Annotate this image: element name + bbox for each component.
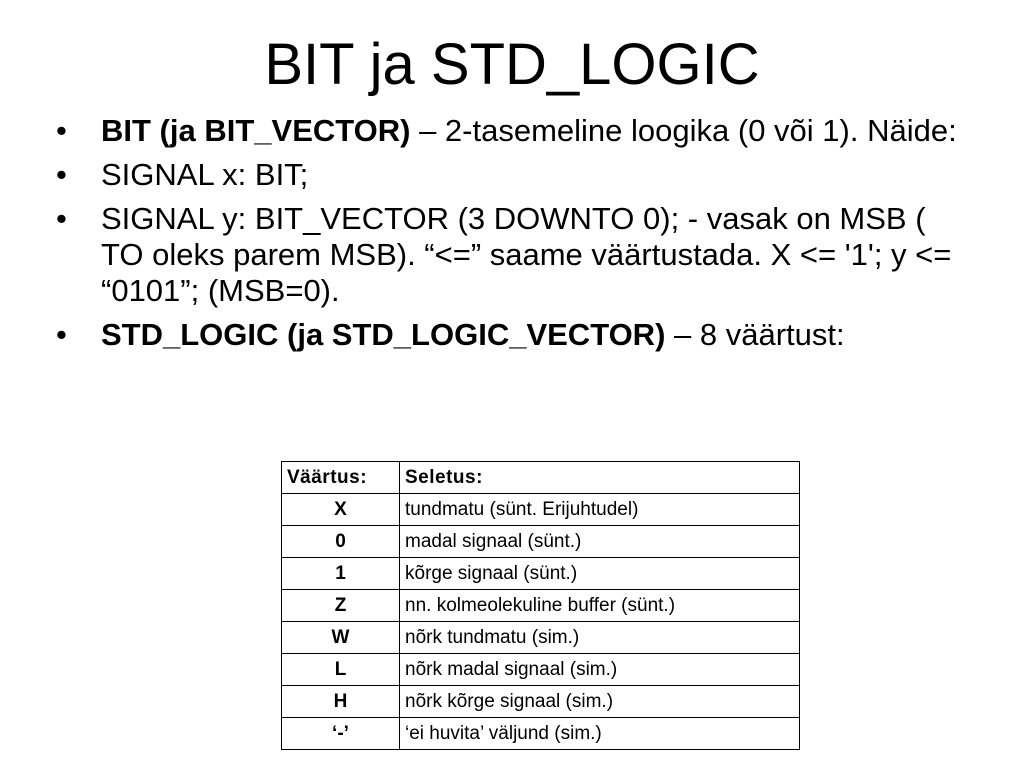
value-cell: L [282,654,400,686]
value-cell: 1 [282,558,400,590]
description-cell: nõrk tundmatu (sim.) [400,622,800,654]
bullet-item-signal-y [56,201,976,309]
table-row [282,558,800,590]
bullet-list [56,113,976,361]
bullet-text: SIGNAL x: BIT; [101,157,309,192]
table-row [282,686,800,718]
bullet-text: – 2-tasemeline loogika (0 või 1). Näide: [410,113,957,148]
bullet-text: SIGNAL y: BIT_VECTOR (3 DOWNTO 0); - vasak on MSB ( TO oleks parem MSB). “<=” saame väärtustada. X <= '1'; y <= “0101”; (MSB=0). [101,201,952,308]
description-cell: kõrge signaal (sünt.) [400,558,800,590]
table-row [282,622,800,654]
bullet-dot: • [56,157,67,192]
table-row [282,526,800,558]
value-cell: Z [282,590,400,622]
bullet-dot: • [56,113,67,148]
bullet-item-bit [56,113,976,149]
bullet-bold-text: STD_LOGIC (ja STD_LOGIC_VECTOR) [101,317,666,352]
description-cell: tundmatu (sünt. Erijuhtudel) [400,494,800,526]
description-cell: madal signaal (sünt.) [400,526,800,558]
description-cell: ‘ei huvita’ väljund (sim.) [400,718,800,750]
description-cell: nn. kolmeolekuline buffer (sünt.) [400,590,800,622]
value-cell: W [282,622,400,654]
bullet-item-signal-x [56,157,976,193]
table-header-row [282,462,800,494]
bullet-dot: • [56,201,67,236]
std-logic-values-table [281,461,800,750]
bullet-dot: • [56,317,67,352]
value-cell: 0 [282,526,400,558]
bullet-bold-text: BIT (ja BIT_VECTOR) [101,113,411,148]
table-row [282,718,800,750]
value-cell: H [282,686,400,718]
bullet-item-std-logic [56,317,976,353]
table-row [282,590,800,622]
slide-title: BIT ja STD_LOGIC [264,32,760,97]
column-header-value: Väärtus: [282,462,400,494]
table-row [282,494,800,526]
description-cell: nõrk kõrge signaal (sim.) [400,686,800,718]
value-cell: X [282,494,400,526]
bullet-text: – 8 väärtust: [665,317,845,352]
table-row [282,654,800,686]
value-cell: ‘-’ [282,718,400,750]
description-cell: nõrk madal signaal (sim.) [400,654,800,686]
column-header-description: Seletus: [400,462,800,494]
